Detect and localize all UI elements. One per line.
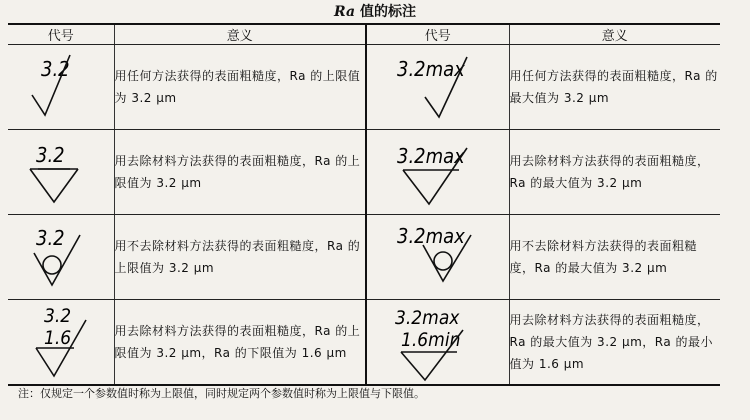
- meaning-text: 用任何方法获得的表面粗糙度，Ra 的最大值为 3.2 μm: [509, 45, 720, 130]
- meaning-text: 用不去除材料方法获得的表面粗糙度，Ra 的最大值为 3.2 μm: [509, 215, 720, 300]
- symbol-cell: [8, 130, 114, 215]
- header-code-right: 代号: [366, 24, 509, 45]
- header-meaning-right: 意义: [509, 24, 720, 45]
- meaning-text: 用去除材料方法获得的表面粗糙度，Ra 的上限值为 3.2 μm，Ra 的下限值为 1.6 μm: [114, 300, 366, 386]
- roughness-symbol: [367, 300, 510, 384]
- ra-annotation-table: [8, 23, 720, 386]
- symbol-bottom-value: 1.6min: [401, 329, 461, 351]
- roughness-symbol: [8, 215, 114, 299]
- footnote: 注：仅规定一个参数值时称为上限值，同时规定两个参数值时称为上限值与下限值。: [18, 387, 425, 400]
- symbol-cell: [366, 130, 509, 215]
- symbol-cell: [366, 45, 509, 130]
- roughness-symbol: [8, 130, 114, 214]
- symbol-top-value: 3.2max: [397, 224, 465, 248]
- symbol-top-value: 3.2: [36, 226, 65, 250]
- meaning-text: 用不去除材料方法获得的表面粗糙度，Ra 的上限值为 3.2 μm: [114, 215, 366, 300]
- symbol-top-value: 3.2max: [397, 144, 465, 168]
- symbol-top-value: 3.2: [36, 143, 65, 167]
- symbol-cell: [8, 45, 114, 130]
- table-row: [8, 300, 720, 386]
- table-row: [8, 45, 720, 130]
- table-row: [8, 215, 720, 300]
- header-meaning-left: 意义: [114, 24, 366, 45]
- header-row: [8, 24, 720, 45]
- symbol-top-value: 3.2max: [395, 307, 460, 329]
- header-code-left: 代号: [8, 24, 114, 45]
- table-title: [0, 2, 750, 22]
- table-row: [8, 130, 720, 215]
- roughness-symbol: [367, 130, 510, 214]
- symbol-cell: [8, 300, 114, 386]
- meaning-text: 用去除材料方法获得的表面粗糙度，Ra 的最大值为 3.2 μm: [509, 130, 720, 215]
- roughness-symbol: [367, 45, 510, 129]
- roughness-symbol: [367, 215, 510, 299]
- symbol-cell: [366, 300, 509, 386]
- symbol-top-value: 3.2: [41, 57, 70, 81]
- roughness-symbol: [8, 45, 114, 129]
- no-removal-circle-icon: [43, 256, 61, 274]
- symbol-top-value: 3.2max: [397, 57, 465, 81]
- meaning-text: 用去除材料方法获得的表面粗糙度，Ra 的最大值为 3.2 μm，Ra 的最小值为 1.6 μm: [509, 300, 720, 386]
- symbol-top-value: 3.2: [44, 305, 72, 327]
- meaning-text: 用任何方法获得的表面粗糙度，Ra 的上限值为 3.2 μm: [114, 45, 366, 130]
- title-ra: Ra: [334, 4, 356, 20]
- roughness-symbol: [8, 300, 114, 384]
- symbol-cell: [366, 215, 509, 300]
- symbol-bottom-value: 1.6: [44, 327, 72, 349]
- title-text: 值的标注: [355, 4, 416, 20]
- no-removal-circle-icon: [434, 252, 452, 270]
- symbol-cell: [8, 215, 114, 300]
- meaning-text: 用去除材料方法获得的表面粗糙度，Ra 的上限值为 3.2 μm: [114, 130, 366, 215]
- roughness-check-icon: [30, 169, 78, 202]
